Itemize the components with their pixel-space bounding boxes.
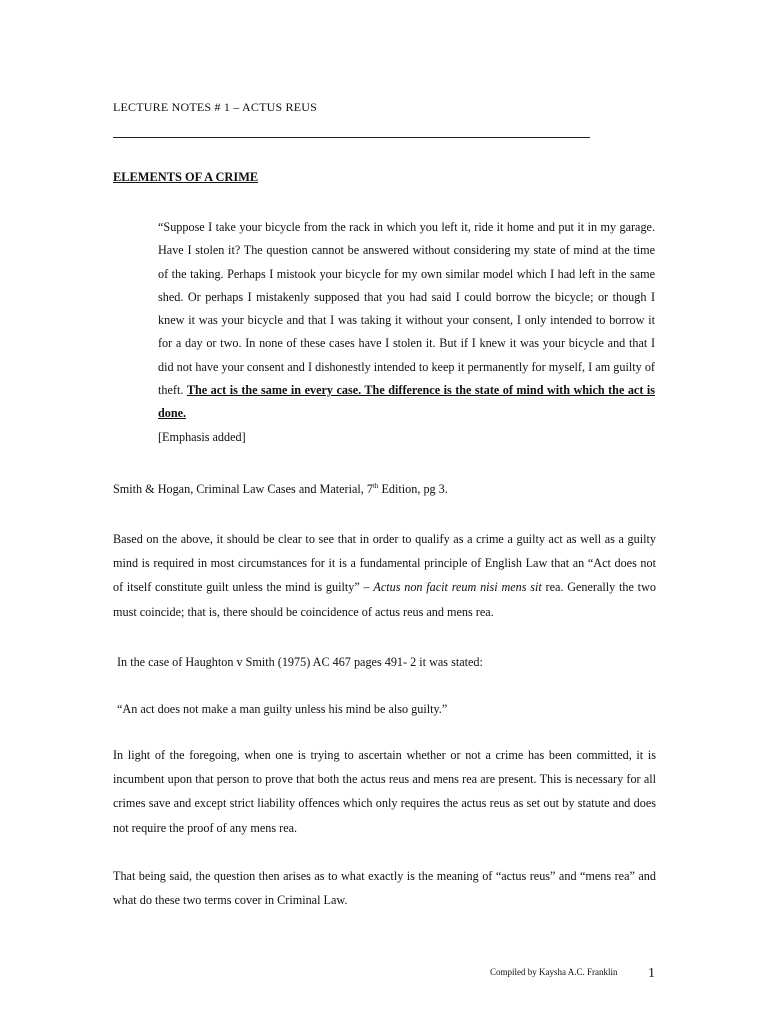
citation-superscript: th: [372, 482, 379, 490]
citation: [113, 482, 448, 497]
quote-text: “Suppose I take your bicycle from the rack in which you left it, ride it home and put it in my garage. Have I stolen it? The question cannot be answered without considering my state of mind at the time of the taking. Perhaps I mistook your bicycle for my own similar model which I had left in the same shed. Or perhaps I mistakenly supposed that you had said I could borrow the bicycle; or though I knew it was your bicycle and that I was taking it without your consent, I only intended to borrow it for a day or two. In none of these cases have I stolen it. But if I knew it was your bicycle and that I did not have your consent and I dishonestly intended to keep it permanently for myself, I am guilty of theft.: [158, 220, 655, 398]
latin-maxim: Actus non facit reum nisi mens sit: [373, 580, 542, 595]
quote-emphasis: The act is the same in every case. The difference is the state of mind with which the act is done.: [158, 383, 656, 421]
paragraph-case-quote: “An act does not make a man guilty unless his mind be also guilty.”: [117, 702, 448, 716]
block-quote: [158, 216, 655, 449]
title-underline-divider: [113, 137, 590, 138]
paragraph-text: Based on the above, it should be clear to see that in order to qualify as a crime a guilty act as well as a guilty mind is required in most circumstances for it is a fundamental principle of English Law that an “Act does not of itself constitute guilt unless the mind is guilty” –: [113, 532, 656, 595]
paragraph-question: That being said, the question then arises as to what exactly is the meaning of “actus reus” and “mens rea” and what do these two terms cover in Criminal Law.: [113, 869, 656, 908]
page-title: LECTURE NOTES # 1 – ACTUS REUS: [113, 100, 318, 114]
paragraph-principle: [113, 527, 656, 624]
footer-author: Compiled by Kaysha A.C. Franklin: [490, 967, 618, 977]
paragraph-case-reference: In the case of Haughton v Smith (1975) AC 467 pages 491- 2 it was stated:: [117, 655, 483, 669]
citation-text-end: Edition, pg 3.: [378, 482, 448, 497]
page-number: 1: [648, 966, 655, 981]
quote-note: [Emphasis added]: [158, 429, 246, 444]
citation-text: Smith & Hogan, Criminal Law Cases and Material, 7: [113, 482, 373, 497]
section-heading: ELEMENTS OF A CRIME: [113, 170, 259, 184]
paragraph-text-end: rea. Generally the two must coincide; that is, there should be coincidence of actus reus and mens rea.: [113, 580, 656, 619]
paragraph-foregoing: In light of the foregoing, when one is trying to ascertain whether or not a crime has been committed, it is incumbent upon that person to prove that both the actus reus and mens rea are present. This is necessary for all crimes save and except strict liability offences which only requires the actus reus as set out by statute and does not require the proof of any mens rea.: [113, 748, 656, 835]
